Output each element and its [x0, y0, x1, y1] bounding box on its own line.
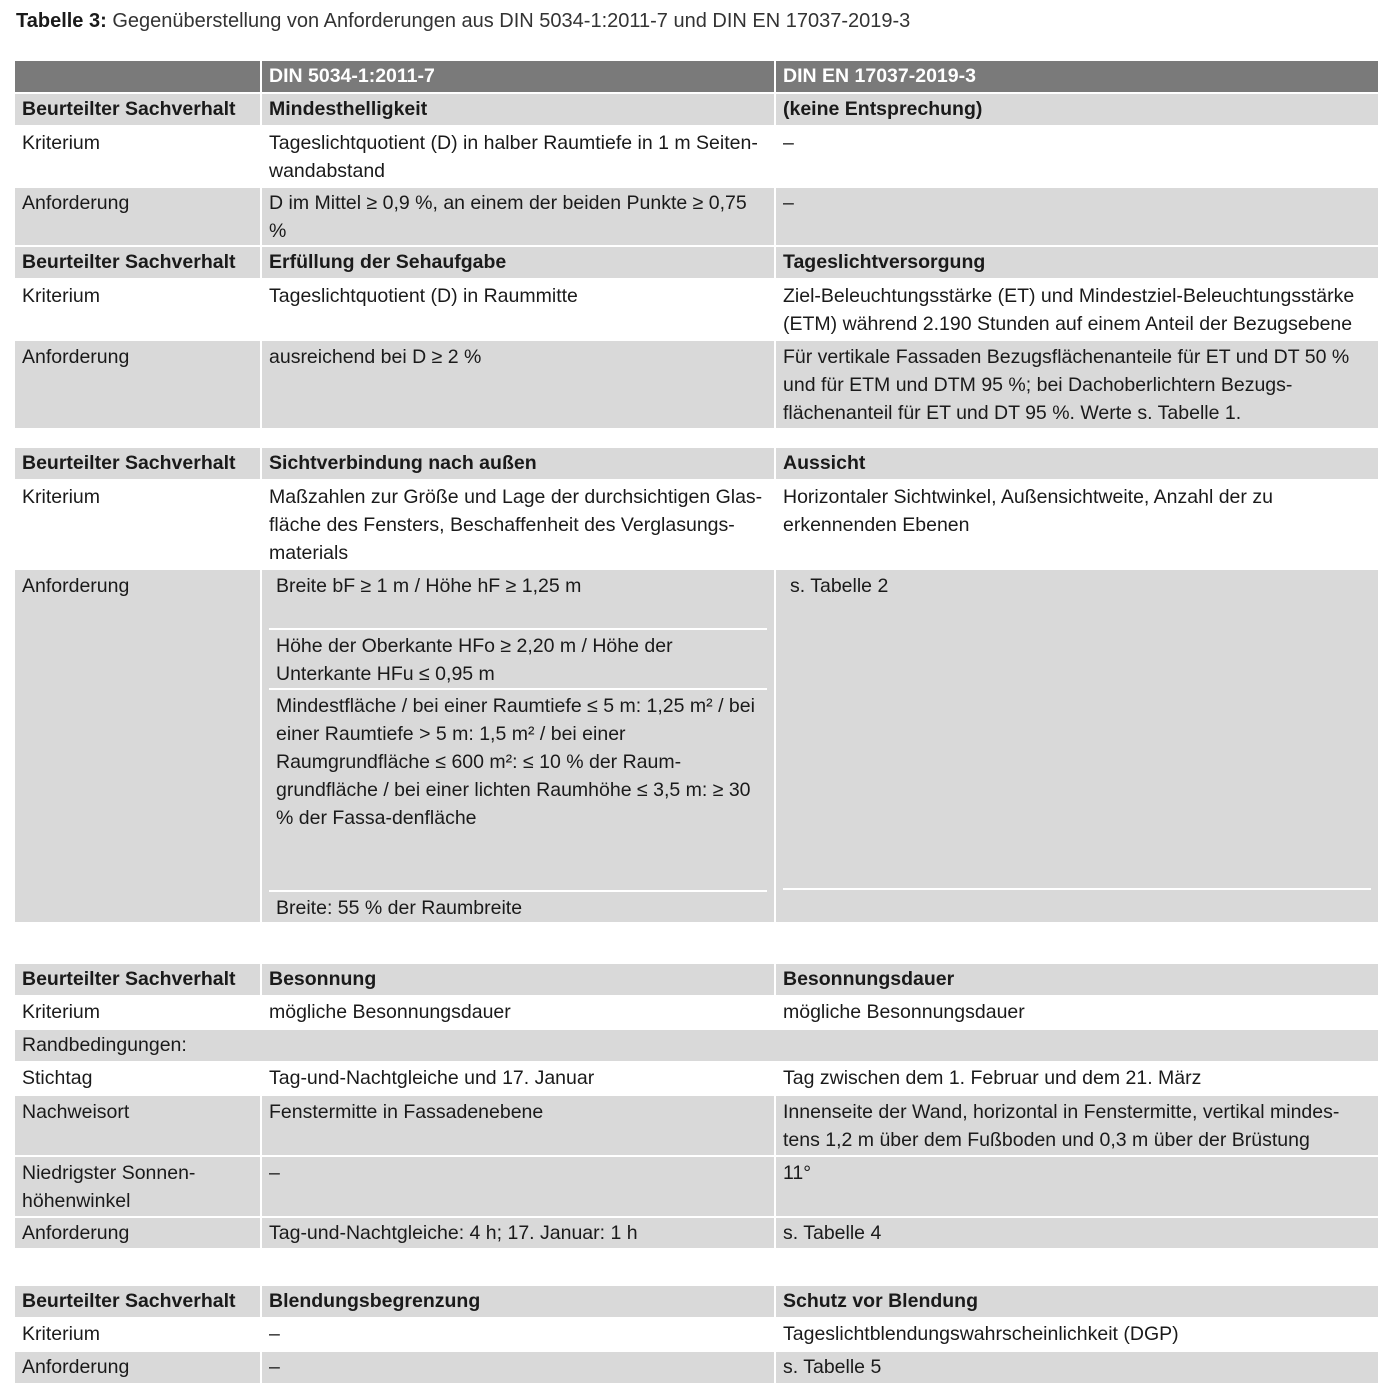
row-label: Anforderung — [15, 340, 261, 428]
cell: Blendungsbegrenzung — [261, 1286, 775, 1318]
cell: s. Tabelle 2 — [790, 575, 889, 597]
table-row — [15, 1029, 1378, 1062]
cell: Für vertikale Fassaden Bezugsflächenanteile für ET und DT 50 % und für ETM und DTM 95 %; bei Dachoberlichtern Bezugs-flächenanteil für ET und DT 95 %. Werte s. Tabelle 1. — [775, 340, 1378, 428]
cell: s. Tabelle 5 — [775, 1351, 1378, 1383]
cell: Höhe der Oberkante HFo ≥ 2,20 m / Höhe der Unterkante HFu ≤ 0,95 m — [269, 628, 767, 688]
table-row — [15, 93, 1378, 126]
cell: Tageslichtversorgung — [775, 246, 1378, 279]
table-caption — [16, 8, 910, 34]
row-label: Anforderung — [15, 1217, 261, 1248]
row-label: Anforderung — [15, 187, 261, 246]
cell: Horizontaler Sichtwinkel, Außensichtweite, Anzahl der zu erkennenden Ebenen — [775, 480, 1378, 569]
cell: Tageslichtquotient (D) in halber Raumtiefe in 1 m Seiten-wandabstand — [261, 126, 775, 187]
row-label: Kriterium — [15, 126, 261, 187]
cell-empty — [783, 888, 1371, 920]
cell: Innenseite der Wand, horizontal in Fenstermitte, vertikal mindes-tens 1,2 m über dem Fußboden und 0,3 m über der Brüstung — [775, 1095, 1378, 1156]
caption-text: Gegenüberstellung von Anforderungen aus DIN 5034-1:2011-7 und DIN EN 17037-2019-3 — [112, 10, 911, 32]
cell: Mindesthelligkeit — [261, 93, 775, 126]
row-label: Nachweisort — [15, 1095, 261, 1156]
cell: Erfüllung der Sehaufgabe — [261, 246, 775, 279]
cell: Besonnungsdauer — [775, 964, 1378, 996]
comparison-table-block-1 — [15, 61, 1378, 428]
cell-group — [775, 569, 1378, 922]
table-row — [15, 1286, 1378, 1318]
cell: Tageslichtquotient (D) in Raummitte — [261, 279, 775, 340]
row-label: Beurteilter Sachverhalt — [15, 1286, 261, 1318]
row-label: Beurteilter Sachverhalt — [15, 964, 261, 996]
cell: Fenstermitte in Fassadenebene — [261, 1095, 775, 1156]
cell: D im Mittel ≥ 0,9 %, an einem der beiden Punkte ≥ 0,75 % — [261, 187, 775, 246]
row-label: Randbedingungen: — [15, 1029, 1378, 1062]
row-label: Beurteilter Sachverhalt — [15, 93, 261, 126]
table-row — [15, 126, 1378, 187]
header-col1 — [15, 61, 261, 93]
cell: Mindestfläche / bei einer Raumtiefe ≤ 5 m: 1,25 m² / bei einer Raumtiefe > 5 m: 1,5 m² / bei einer Raumgrundfläche ≤ 600 m²: ≤ 10 % der Raum-grundfläche / bei einer lichten Raumhöhe ≤ 3,5 m: ≥ 30 % der Fassa-denfläche — [269, 688, 767, 890]
cell: Besonnung — [261, 964, 775, 996]
cell: Sichtverbindung nach außen — [261, 448, 775, 480]
row-label: Kriterium — [15, 996, 261, 1029]
table-row — [15, 996, 1378, 1029]
cell: – — [775, 187, 1378, 246]
row-label: Anforderung — [15, 569, 261, 922]
cell: – — [775, 126, 1378, 187]
row-label: Beurteilter Sachverhalt — [15, 246, 261, 279]
table-row — [15, 1156, 1378, 1217]
cell: Aussicht — [775, 448, 1378, 480]
cell: Breite: 55 % der Raumbreite — [269, 890, 767, 922]
comparison-table-block-4 — [15, 1286, 1378, 1383]
cell: 11° — [775, 1156, 1378, 1217]
cell: Tag-und-Nachtgleiche und 17. Januar — [261, 1062, 775, 1095]
cell: Tag zwischen dem 1. Februar und dem 21. März — [775, 1062, 1378, 1095]
table-row — [15, 279, 1378, 340]
cell: Tageslichtblendungswahrscheinlichkeit (DGP) — [775, 1318, 1378, 1351]
row-label: Kriterium — [15, 279, 261, 340]
cell: s. Tabelle 4 — [775, 1217, 1378, 1248]
table-row — [15, 187, 1378, 246]
cell: mögliche Besonnungsdauer — [261, 996, 775, 1029]
cell: Maßzahlen zur Größe und Lage der durchsichtigen Glas-fläche des Fensters, Beschaffenheit des Verglasungs-materials — [261, 480, 775, 569]
table-row — [15, 1351, 1378, 1383]
header-din5034: DIN 5034-1:2011-7 — [261, 61, 775, 93]
table-row — [15, 1095, 1378, 1156]
row-label: Stichtag — [15, 1062, 261, 1095]
cell: Tag-und-Nachtgleiche: 4 h; 17. Januar: 1 h — [261, 1217, 775, 1248]
cell-group — [261, 569, 775, 922]
caption-label: Tabelle 3: — [16, 10, 107, 32]
table-row — [15, 448, 1378, 480]
cell: Breite bF ≥ 1 m / Höhe hF ≥ 1,25 m — [276, 575, 582, 597]
cell: (keine Entsprechung) — [775, 93, 1378, 126]
table-row — [15, 1217, 1378, 1248]
cell: ausreichend bei D ≥ 2 % — [261, 340, 775, 428]
table-row — [15, 1318, 1378, 1351]
cell: Schutz vor Blendung — [775, 1286, 1378, 1318]
table-row — [15, 1062, 1378, 1095]
table-row — [15, 480, 1378, 569]
cell: mögliche Besonnungsdauer — [775, 996, 1378, 1029]
table-row — [15, 246, 1378, 279]
cell: – — [261, 1156, 775, 1217]
row-label: Kriterium — [15, 1318, 261, 1351]
table-row — [15, 964, 1378, 996]
cell: – — [261, 1351, 775, 1383]
cell: Ziel-Beleuchtungsstärke (ET) und Mindestziel-Beleuchtungsstärke (ETM) während 2.190 Stunden auf einem Anteil der Bezugsebene — [775, 279, 1378, 340]
table-row — [15, 569, 1378, 922]
row-label: Anforderung — [15, 1351, 261, 1383]
row-label: Kriterium — [15, 480, 261, 569]
table-row — [15, 340, 1378, 428]
header-row — [15, 61, 1378, 93]
header-en17037: DIN EN 17037-2019-3 — [775, 61, 1378, 93]
row-label: Beurteilter Sachverhalt — [15, 448, 261, 480]
row-label: Niedrigster Sonnen-höhenwinkel — [15, 1156, 261, 1217]
cell: – — [261, 1318, 775, 1351]
comparison-table-block-3 — [15, 964, 1378, 1248]
comparison-table-block-2 — [15, 448, 1378, 922]
